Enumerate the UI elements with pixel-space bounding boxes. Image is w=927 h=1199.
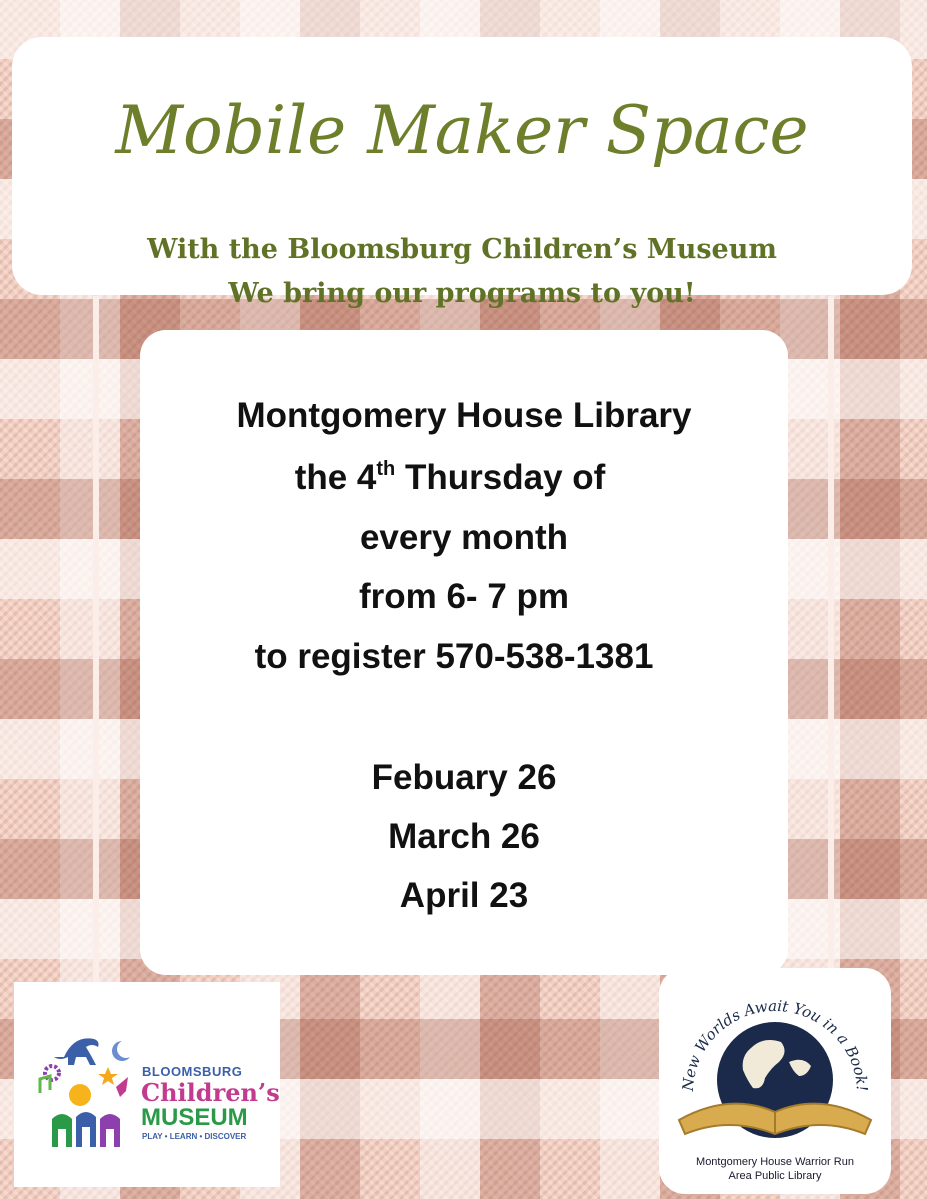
event-schedule [126,458,774,498]
museum-name-line1: BLOOMSBURG [142,1064,243,1079]
library-logo-panel [659,968,891,1194]
library-logo-graphic [659,968,891,1158]
museum-logo-panel [14,982,280,1187]
schedule-ordinal: th [376,458,396,480]
dinosaur-icon [54,1038,99,1065]
library-caption-line1: Montgomery House Warrior Run [696,1156,854,1168]
library-arc-text: New Worlds Await You in a Book! [678,996,872,1092]
museum-tagline: PLAY • LEARN • DISCOVER [142,1132,247,1141]
library-caption-line2: Area Public Library [728,1170,822,1182]
schedule-suffix: Thursday of [395,458,606,497]
header-panel [12,37,912,309]
music-note-icon [40,1076,50,1093]
event-time: from 6- 7 pm [358,577,570,616]
museum-name-line2: Children’s [141,1078,280,1107]
event-date-2: March 26 [388,817,540,856]
event-info-panel [140,330,788,975]
star-icon [98,1067,118,1085]
event-schedule-line2: every month [359,518,569,557]
event-location: Montgomery House Library [236,396,692,435]
people-icon [52,1114,72,1147]
event-date-1: Febuary 26 [371,758,557,797]
rocket-icon [116,1077,128,1097]
plaid-stripe-left [93,296,99,986]
subtitle-museum: With the Bloomsburg Children’s Museum [147,234,777,265]
lightbulb-icon [69,1084,91,1106]
event-register-phone: to register 570-538-1381 [254,637,654,676]
subtitle-programs: We bring our programs to you! [228,278,696,309]
museum-logo-graphic [34,1027,144,1157]
plaid-stripe-right [828,296,834,986]
event-date-3: April 23 [399,876,529,915]
page-title: Mobile Maker Space [115,92,809,169]
museum-name-line3: MUSEUM [141,1104,248,1131]
moon-icon [112,1041,130,1061]
schedule-prefix: the 4 [294,458,377,497]
